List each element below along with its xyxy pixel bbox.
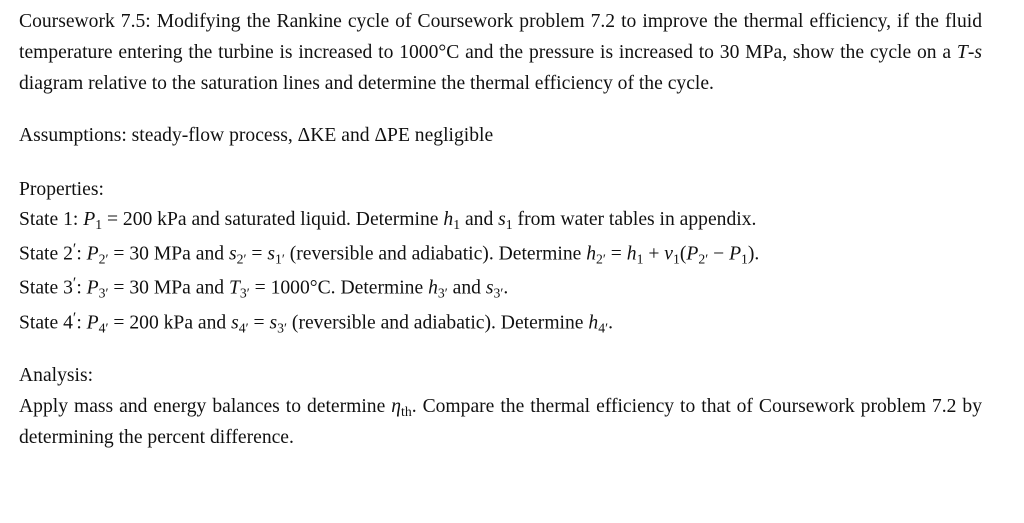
intro-text-a: Modifying the Rankine cycle of Coursework problem 7.2 to improve the thermal efficiency, if the fluid temperature entering the turbine is increased to 1000°C and the pressure is increased to 30 MPa, show the cycle on a — [19, 11, 982, 63]
properties-heading: Properties: — [19, 179, 104, 200]
var-P: P — [686, 243, 699, 265]
var-P: P — [86, 312, 99, 334]
state-3-text-a: = 30 MPa and — [108, 277, 229, 299]
text-and: and — [447, 277, 486, 299]
analysis-text-b: . Compare the thermal efficiency to that of Coursework problem 7.2 by determining the percent difference. — [19, 396, 982, 449]
var-s: s — [231, 312, 239, 334]
state-1-text-b: from water tables in appendix. — [512, 209, 757, 230]
equals: = — [246, 243, 268, 265]
state-4-label: State 4 — [19, 312, 73, 334]
sub: 2′ — [596, 251, 606, 267]
minus: − — [708, 243, 730, 265]
colon: : — [76, 277, 87, 299]
colon: : — [76, 243, 87, 265]
var-P: P — [729, 243, 742, 265]
dash: - — [967, 42, 975, 63]
sub: 4′ — [598, 320, 609, 336]
state-1-line — [19, 205, 982, 235]
var-s: s — [974, 42, 982, 63]
sub: 1 — [636, 251, 644, 267]
var-s: s — [485, 277, 494, 299]
var-h: h — [586, 243, 597, 265]
state-2-label: State 2 — [19, 243, 73, 265]
prime: ′ — [72, 241, 77, 258]
var-s: s — [267, 243, 275, 265]
state-1-label: State 1: — [19, 209, 84, 230]
state-2-text-a: = 30 MPa and — [108, 243, 229, 265]
analysis-paragraph — [19, 391, 982, 453]
var-h: h — [428, 277, 438, 299]
sub: th — [401, 404, 412, 420]
plus: + — [643, 243, 665, 265]
var-s: s — [269, 312, 278, 334]
sub: 1′ — [274, 251, 285, 267]
var-h: h — [443, 209, 454, 230]
sub: 2′ — [236, 251, 247, 267]
var-T: T — [956, 42, 968, 63]
prime: ′ — [72, 309, 77, 327]
var-s: s — [498, 209, 506, 230]
sub: 1 — [741, 251, 748, 267]
state-4-text-a: = 200 kPa and — [108, 312, 232, 334]
prime: ′ — [72, 275, 77, 293]
var-P: P — [86, 277, 99, 299]
assumptions-line: Assumptions: steady-flow process, ΔKE and ΔPE negligible — [19, 125, 494, 146]
var-v: v — [664, 243, 673, 265]
intro-text-b: diagram relative to the saturation lines and determine the thermal efficiency of the cycle. — [19, 73, 714, 94]
sub: 4′ — [238, 320, 249, 336]
period: . — [608, 312, 613, 334]
state-2-line — [19, 235, 982, 269]
state-3-label: State 3 — [19, 277, 73, 299]
sub: 3′ — [493, 286, 504, 302]
var-h: h — [626, 243, 637, 265]
state-3-text-b: = 1000°C. Determine — [249, 277, 429, 299]
var-T: T — [228, 277, 240, 299]
state-4-line — [19, 304, 982, 338]
var-eta: η — [391, 396, 402, 418]
sub: 1 — [672, 251, 680, 267]
sub: 2′ — [698, 251, 709, 267]
var-P: P — [83, 209, 96, 230]
sub: 3′ — [239, 286, 250, 302]
equals: = — [605, 243, 627, 265]
var-h: h — [588, 312, 599, 334]
paren-close: ). — [747, 243, 760, 265]
text-and: and — [460, 209, 499, 230]
sub: 1 — [453, 217, 461, 233]
var-P: P — [86, 243, 99, 265]
equals: = — [248, 312, 270, 334]
sub: 1 — [505, 217, 513, 233]
colon: : — [76, 312, 87, 334]
state-1-text-a: = 200 kPa and saturated liquid. Determine — [102, 209, 444, 230]
sub: 3′ — [277, 320, 288, 336]
sub: 3′ — [98, 286, 109, 302]
var-s: s — [228, 243, 237, 265]
intro-paragraph — [19, 6, 982, 99]
sub: 3′ — [437, 286, 448, 302]
state-4-text-b: (reversible and adiabatic). Determine — [287, 312, 589, 334]
coursework-title: Coursework 7.5: — [19, 11, 151, 32]
sub: 1 — [95, 217, 103, 233]
state-2-text-b: (reversible and adiabatic). Determine — [284, 243, 587, 265]
analysis-text-a: Apply mass and energy balances to determine — [19, 396, 392, 418]
sub: 4′ — [98, 320, 109, 336]
state-3-line — [19, 269, 982, 303]
period: . — [503, 277, 509, 299]
analysis-heading: Analysis: — [19, 365, 94, 387]
paren-open: ( — [679, 243, 687, 265]
sub: 2′ — [98, 251, 109, 267]
